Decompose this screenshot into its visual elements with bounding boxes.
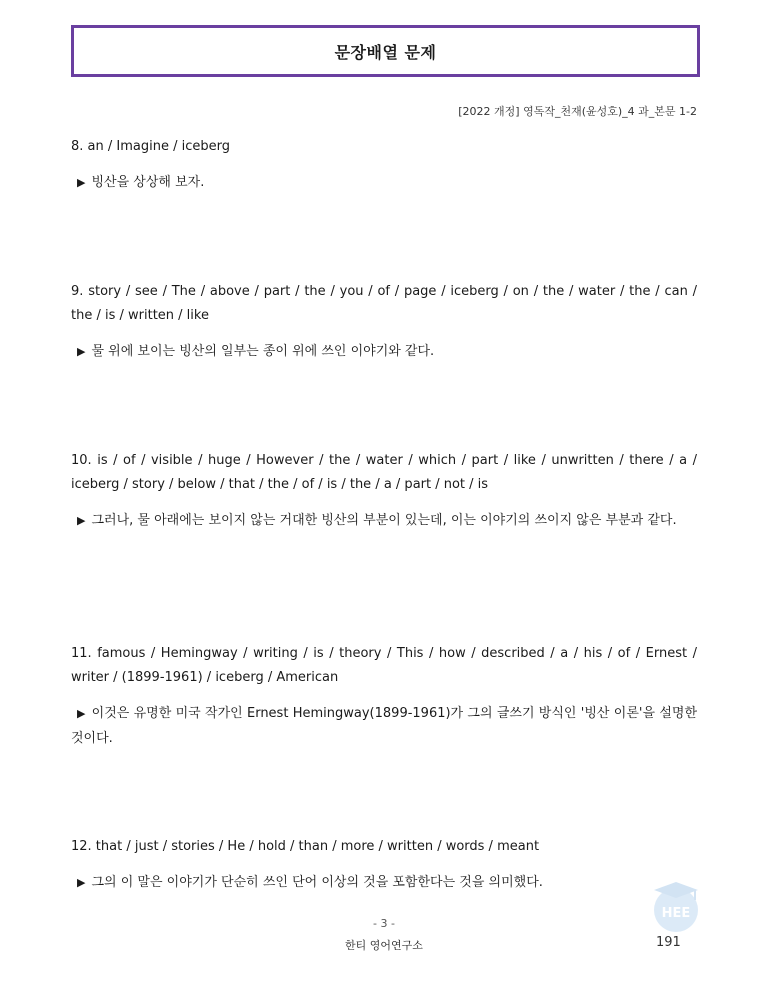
footer-sheet-number: 191 — [656, 935, 681, 950]
korean-translation — [71, 701, 697, 751]
korean-text: 그러나, 물 아래에는 보이지 않는 거대한 빙산의 부분이 있는데, 이는 이야기의 쓰이지 않은 부분과 같다. — [91, 513, 677, 528]
korean-translation — [71, 339, 697, 364]
question-words: 12. that / just / stories / He / hold / than / more / written / words / meant — [71, 839, 540, 854]
question-12 — [71, 835, 697, 895]
source-label: [2022 개정] 영독작_천재(윤성호)_4 과_본문 1-2 — [458, 105, 697, 118]
title-box — [71, 25, 700, 77]
question-11 — [71, 642, 697, 751]
question-words: 11. famous / Hemingway / writing / is / theory / This / how / described / a / his / of / Ernest / writer / (1899-1961) / iceberg / American — [71, 646, 697, 685]
footer-organization: 한티 영어연구소 — [345, 939, 423, 952]
question-words: 9. story / see / The / above / part / the / you / of / page / iceberg / on / the / water / the / can / the / is / written / like — [71, 284, 697, 323]
page-title: 문장배열 문제 — [334, 42, 437, 62]
korean-translation — [71, 170, 697, 195]
triangle-bullet-icon: ▶ — [77, 345, 86, 358]
triangle-bullet-icon: ▶ — [77, 707, 86, 720]
triangle-bullet-icon: ▶ — [77, 876, 86, 889]
korean-translation — [71, 870, 697, 895]
question-10 — [71, 449, 697, 533]
question-9 — [71, 280, 697, 364]
korean-text: 그의 이 말은 이야기가 단순히 쓰인 단어 이상의 것을 포함한다는 것을 의미했다. — [91, 875, 543, 890]
korean-text: 이것은 유명한 미국 작가인 Ernest Hemingway(1899-1961)가 그의 글쓰기 방식인 '빙산 이론'을 설명한 것이다. — [71, 706, 698, 746]
logo-text: HEE — [661, 906, 691, 921]
question-words: 10. is / of / visible / huge / However / the / water / which / part / like / unwritten / there / a / iceberg / story / below / that / the / of / is / the / a / part / not / is — [71, 453, 697, 492]
question-words: 8. an / Imagine / iceberg — [71, 139, 230, 154]
question-8 — [71, 135, 697, 195]
triangle-bullet-icon: ▶ — [77, 514, 86, 527]
triangle-bullet-icon: ▶ — [77, 176, 86, 189]
korean-text: 빙산을 상상해 보자. — [91, 175, 205, 190]
page-number: - 3 - — [373, 917, 395, 930]
korean-translation — [71, 508, 697, 533]
korean-text: 물 위에 보이는 빙산의 일부는 종이 위에 쓰인 이야기와 같다. — [91, 344, 435, 359]
